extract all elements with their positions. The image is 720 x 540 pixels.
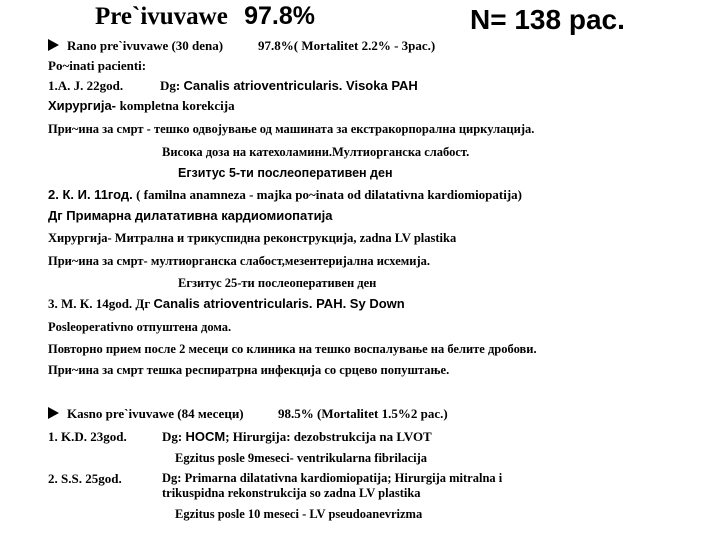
p1-surgery-label: Хирургија-: [48, 98, 120, 113]
title-text: Pre`ivuvawe: [95, 3, 228, 30]
p1-dg-label: Dg:: [160, 78, 181, 93]
p3-post2: Повторно прием после 2 месеци со клиника на тешко воспалување на белите дробови.: [48, 342, 537, 356]
p1-row: [48, 78, 123, 94]
p1-dg: [160, 78, 418, 94]
l1-dg-label: Dg:: [162, 429, 183, 444]
l2-dg-line2: trikuspidna rekonstrukcija so zadna LV plastika: [162, 486, 421, 500]
patient-count: N= 138 pac.: [470, 4, 625, 35]
early-survival-row: [48, 38, 223, 54]
p3-id: 3. М. К. 14god. Дг: [48, 296, 151, 311]
l1-id: 1. K.D. 23god.: [48, 429, 127, 444]
l2-exitus: Egzitus posle 10 meseci - LV pseudoanevrizma: [175, 507, 423, 521]
p1-cause2: Висока доза на катехоламини.Мултиорганска слабост.: [162, 145, 470, 159]
p1-dg-text: Canalis atrioventricularis. Visoka PAH: [183, 78, 418, 93]
p3-row: [48, 296, 405, 312]
title-main: [95, 2, 315, 31]
late-value: 98.5% (Mortalitet 1.5%2 pac.): [278, 406, 448, 421]
p3-post1: Posleoperativno отпуштена дома.: [48, 320, 232, 334]
l1-dg-hocm: HOCM: [185, 429, 226, 444]
p1-surgery: [48, 98, 235, 114]
p2-row: [48, 187, 522, 203]
early-label: Rano pre`ivuvawe (30 dena): [67, 38, 224, 53]
l1-dg-rest: ; Hirurgija: dezobstrukcija na LVOT: [225, 429, 432, 444]
early-value: 97.8%( Mortalitet 2.2% - 3pac.): [258, 38, 436, 53]
p1-id: 1.A. J. 22god.: [48, 78, 124, 93]
p2-surgery: Хирургија- Митрална и трикуспидна реконструкција, zadna LV plastika: [48, 231, 457, 245]
died-header: Po~inati pacienti:: [48, 58, 147, 73]
p2-exitus: Егзитус 25-ти послеоперативен ден: [178, 276, 377, 290]
p2-cause: При~ина за смрт- мултиорганска слабост,мезентеријална исхемија.: [48, 254, 431, 268]
bullet-triangle-icon: [48, 407, 59, 419]
bullet-triangle-icon: [48, 39, 59, 51]
late-label: Kasno pre`ivuvawe (84 месеци): [67, 406, 244, 421]
l1-exitus: Egzitus posle 9meseci- ventrikularna fibrilacija: [175, 451, 428, 465]
title-percent: 97.8%: [244, 2, 315, 30]
late-survival-row: [48, 406, 244, 422]
p3-dg-text: Canalis atrioventricularis. PAH. Sy Down: [153, 296, 405, 311]
l2-dg-line1: Dg: Primarna dilatativna kardiomiopatija; Hirurgija mitralna i: [162, 471, 503, 485]
l2-id: 2. S.S. 25god.: [48, 471, 122, 486]
p3-cause: При~ина за смрт тешка респиратрна инфекција со срцево попуштање.: [48, 363, 450, 377]
p1-surgery-note: kompletna korekcija: [119, 98, 235, 113]
l1-dg: [162, 429, 432, 445]
p2-id: 2. К. И. 11год.: [48, 187, 133, 202]
p1-exitus: Егзитус 5-ти послеоперативен ден: [178, 166, 393, 180]
p2-dg: Дг Примарна дилатативна кардиомиопатија: [48, 208, 333, 223]
p2-family: ( familna anamneza - majka po~inata od dilatativna kardiomiopatija): [136, 187, 523, 202]
p1-cause: При~ина за смрт - тешко одвојување од машината за екстракорпорална циркулација.: [48, 122, 535, 136]
